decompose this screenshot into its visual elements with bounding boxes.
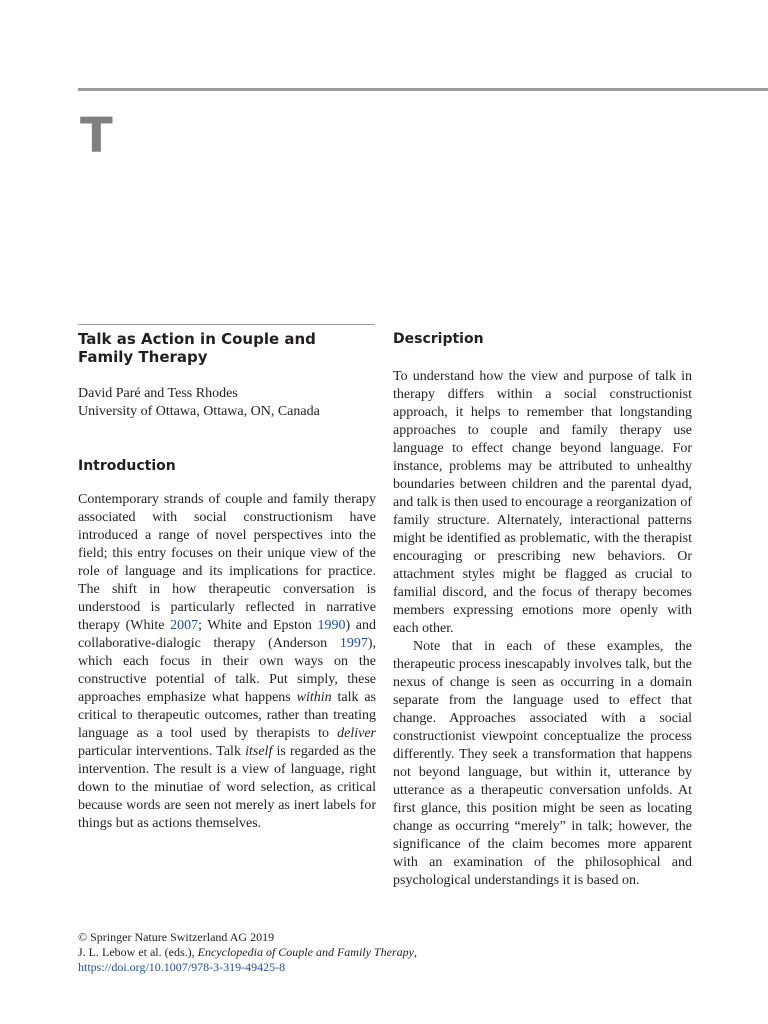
- intro-text-g: is regarded as the intervention. The result is a view of language, right down to the minutiae of word selection, as critical because words are seen not merely as inert labels for things but as actions themselves.: [78, 744, 377, 831]
- citation-line: [78, 945, 417, 960]
- intro-text-e: talk as critical to therapeutic outcomes, rather than treating language as a tool used by therapists to: [78, 690, 377, 741]
- intro-text-a: Contemporary strands of couple and family therapy associated with social constructionism have introduced a range of novel perspectives into the field; this entry focuses on their unique view of the role of language and its implications for practice. The shift in how therapeutic conversation is understood is particularly reflected in narrative therapy (White: [78, 492, 376, 633]
- citation-comma: ,: [413, 945, 417, 959]
- section-letter: T: [80, 108, 113, 164]
- column-rule: [78, 324, 375, 325]
- entry-title: [78, 330, 376, 366]
- intro-text-b: ; White and Epston: [198, 618, 318, 633]
- intro-text-d: ), which each focus in their own ways on the constructive potential of talk. Put simply, these approaches emphasize what happens: [78, 636, 376, 705]
- author-names: David Paré and Tess Rhodes: [78, 386, 238, 401]
- author-affiliation: University of Ottawa, Ottawa, ON, Canada: [78, 404, 320, 419]
- citation-book-title: Encyclopedia of Couple and Family Therapy: [197, 945, 414, 959]
- description-paragraph-2: Note that in each of these examples, the therapeutic process inescapably involves talk, but the nexus of change is seen as occurring in a domain separate from the language used to effect that change. Approaches associated with a social constructionist viewpoint conceptualize the process differently. They seek a transformation that happens not beyond language, but within it, utterance by utterance as a therapeutic conversation unfolds. At first glance, this position might be seen as locating change as occurring “merely” in talk; however, the significance of the claim becomes more apparent with an examination of the philosophical and psychological understandings it is based on.: [393, 639, 692, 888]
- description-heading: Description: [393, 331, 484, 347]
- page-footer: [78, 930, 417, 975]
- citation-link-white-2007[interactable]: 2007: [170, 618, 199, 633]
- top-rule: [78, 88, 768, 91]
- left-column: [78, 330, 376, 833]
- entry-title-line-1: Talk as Action in Couple and: [78, 330, 316, 348]
- doi-link[interactable]: https://doi.org/10.1007/978-3-319-49425-8: [78, 960, 286, 974]
- intro-emphasis-within: within: [296, 690, 332, 705]
- author-block: [78, 385, 376, 421]
- citation-link-white-epston-1990[interactable]: 1990: [317, 618, 346, 633]
- intro-emphasis-itself: itself: [245, 744, 273, 759]
- copyright-line: © Springer Nature Switzerland AG 2019: [78, 930, 275, 944]
- intro-text-c: ) and collaborative-dialogic therapy (Anderson: [78, 618, 376, 651]
- intro-emphasis-deliver: deliver: [337, 726, 376, 741]
- citation-link-anderson-1997[interactable]: 1997: [339, 636, 368, 651]
- description-paragraph-1: To understand how the view and purpose of talk in therapy differs within a social constructionist approach, it helps to remember that longstanding approaches to couple and family therapy use language to effect change beyond language. For instance, problems may be attributed to unhealthy boundaries between children and the parental dyad, and talk is then used to encourage a reorganization of family structure. Alternately, interactional patterns might be identified as problematic, with the therapist encouraging or prescribing new behaviors. Or attachment styles might be flagged as crucial to familial discord, and the focus of therapy becomes members expressing emotions more openly with each other.: [393, 369, 692, 636]
- intro-text-f: particular interventions. Talk: [78, 744, 246, 759]
- citation-editors: J. L. Lebow et al. (eds.),: [78, 945, 198, 959]
- introduction-paragraph: [78, 491, 376, 833]
- right-column: [393, 330, 692, 890]
- entry-title-line-2: Family Therapy: [78, 348, 208, 366]
- introduction-heading: Introduction: [78, 458, 176, 474]
